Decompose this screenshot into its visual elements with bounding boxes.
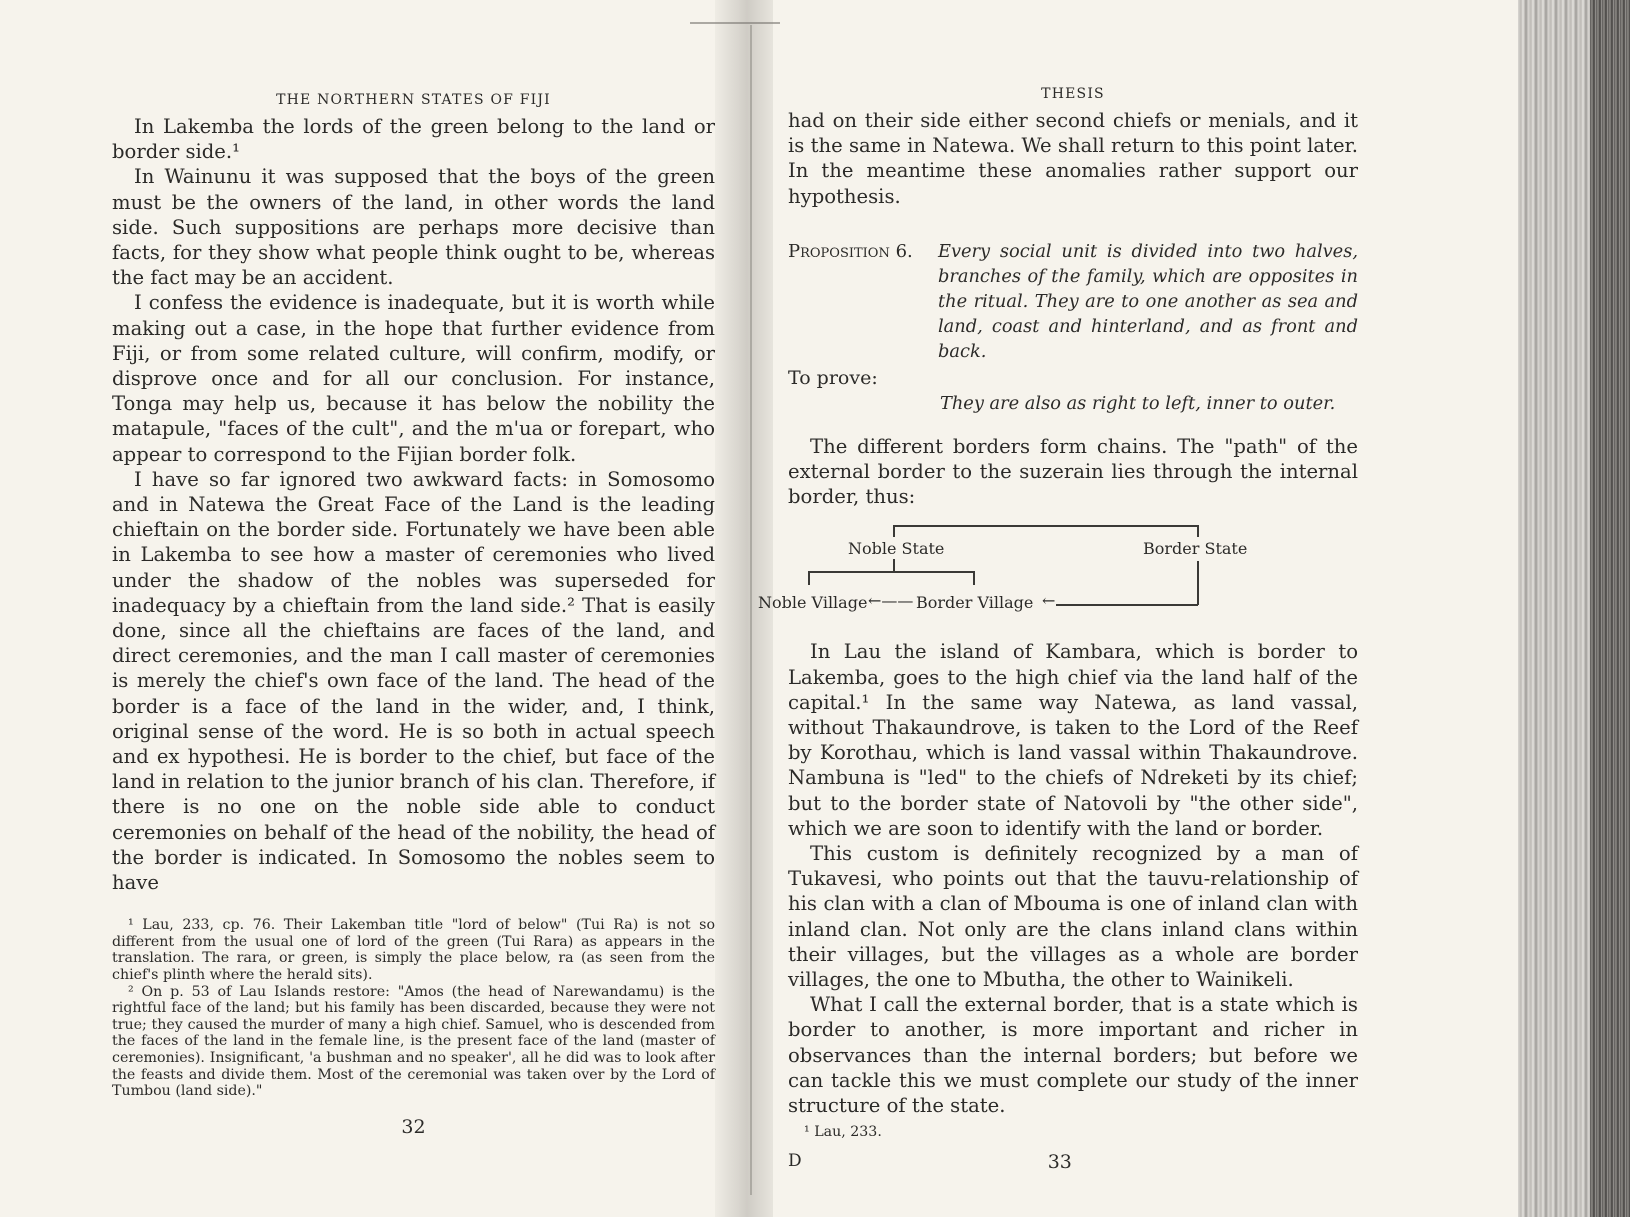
right-page-number: 33 [1047, 1150, 1072, 1173]
diagram-noble-village: Noble Village [758, 593, 868, 613]
diagram-arrow-1: ←—— [868, 591, 914, 611]
prove-text: They are also as right to left, inner to outer. [940, 392, 1336, 414]
left-page-number: 32 [401, 1115, 426, 1138]
diagram-stem-noble [893, 559, 895, 571]
right-running-head: THESIS [1041, 86, 1105, 102]
border-chain-diagram [758, 521, 1358, 631]
left-paragraph-1: In Lakemba the lords of the green belong to the land or border side.¹ [112, 115, 715, 164]
diagram-tick-border-state [1197, 525, 1199, 537]
proposition-label: Proposition 6. [788, 240, 913, 262]
gutter-fold-line [750, 25, 752, 1195]
left-footnotes [112, 917, 715, 1100]
right-paragraph-1: In Lau the island of Kambara, which is border to Lakemba, goes to the high chief via the land half of the capital.¹ In the same way Natewa, as land vassal, without Thakaundrove, is taken to the Lord of the Reef by Korothau, which is land vassal within Thakaundrove. Nambuna is "led" to the chiefs of Ndreketi by its chief; but to the border state of Natovoli by "the other side", which we are soon to identify with the land or border. [788, 640, 1358, 840]
diagram-noble-state: Noble State [848, 539, 945, 559]
right-page [758, 86, 1358, 1173]
diagram-tick-noble-state [893, 525, 895, 537]
left-running-head: THE NORTHERN STATES OF FIJI [276, 92, 551, 108]
right-paragraph-intro: had on their side either second chiefs or menials, and it is the same in Natewa. We shall return to this point later. In the meantime these anomalies rather support our hypothesis. [788, 109, 1358, 208]
left-paragraph-2: In Wainunu it was supposed that the boys of the green must be the owners of the land, in other words the land side. Such suppositions are perhaps more decisive than facts, for they show what people think ought to be, whereas the fact may be an accident. [112, 165, 715, 290]
proposition-text: Every social unit is divided into two halves, branches of the family, which are opposites in the ritual. They are to one another as sea and land, coast and hinterland, and as front and back. [938, 240, 1358, 362]
diagram-tick-border-village [973, 571, 975, 585]
diagram-mid-line [808, 571, 974, 573]
right-footnote-1: ¹ Lau, 233. [804, 1124, 882, 1141]
diagram-arrow-2: ← [1042, 591, 1056, 611]
left-page [112, 92, 715, 1138]
prove-label: To prove: [788, 366, 878, 389]
right-paragraph-3: What I call the external border, that is a state which is border to another, is more important and richer in observances than the internal borders; but before we can tackle this we must complete our study of the inner structure of the state. [788, 993, 1358, 1118]
diagram-bottom-line [1056, 604, 1198, 606]
diagram-border-village: Border Village [916, 593, 1034, 613]
left-paragraph-3: I confess the evidence is inadequate, but it is worth while making out a case, in the hope that further evidence from Fiji, or from some related culture, will confirm, modify, or disprove once and for all our conclusion. For instance, Tonga may help us, because it has below the nobility the matapule, "faces of the cult", and the m'ua or forepart, who appear to correspond to the Fijian border folk. [112, 291, 715, 466]
diagram-top-line [893, 525, 1198, 527]
left-footnote-1: ¹ Lau, 233, cp. 76. Their Lakemban title "lord of below" (Tui Ra) is not so different from the usual one of lord of the green (Tui Rara) as appears in the translation. The rara, or green, is simply the place below, ra (as seen from the chief's plinth where the herald sits). [112, 917, 715, 984]
left-footnote-2: ² On p. 53 of Lau Islands restore: "Amos (the head of Narewandamu) is the rightful face of the land; but his family has been discarded, because they were not true; they caused the murder of many a high chief. Samuel, who is descended from the faces of the land in the female line, is the present face of the land (master of ceremonies). Insignificant, 'a bushman and no speaker', all he did was to look after the feasts and divide them. Most of the ceremonial was taken over by the Lord of Tumbou (land side)." [112, 983, 715, 1100]
diagram-stem-border-state [1197, 561, 1199, 605]
diagram-border-state: Border State [1143, 539, 1248, 559]
page-edges-shadow [1590, 0, 1630, 1217]
proposition-block [788, 239, 1358, 416]
right-page-footer [788, 1151, 1358, 1173]
gutter-mark [690, 22, 780, 24]
left-paragraph-4: I have so far ignored two awkward facts: in Somosomo and in Natewa the Great Face of the Land is the leading chieftain on the border side. Fortunately we have been able in Lakemba to see how a master of ceremonies who lived under the shadow of the nobles was superseded for inadequacy by a chieftain from the land side.² That is easily done, since all the chieftains are faces of the land, and direct ceremonies, and the man I call master of ceremonies is merely the chief's own face of the land. The head of the border is a face of the land in the wider, and, I think, original sense of the word. He is so both in actual speech and ex hypothesi. He is border to the chief, but face of the land in relation to the junior branch of his clan. Therefore, if there is no one on the noble side able to conduct ceremonies on behalf of the head of the nobility, the head of the border is indicated. In Somosomo the nobles seem to have [112, 467, 715, 895]
diagram-tick-noble-village [808, 571, 810, 585]
right-paragraph-2: This custom is definitely recognized by a man of Tukavesi, who points out that the tauvu-relationship of his clan with a clan of Mbouma is one of inland clan with inland clan. Not only are the clans inland clans within their villages, but the villages as a whole are border villages, the one to Mbutha, the other to Wainikeli. [788, 842, 1358, 992]
signature-mark: D [788, 1150, 802, 1171]
right-paragraph-chains: The different borders form chains. The "path" of the external border to the suzerain lies through the internal border, thus: [788, 434, 1358, 509]
